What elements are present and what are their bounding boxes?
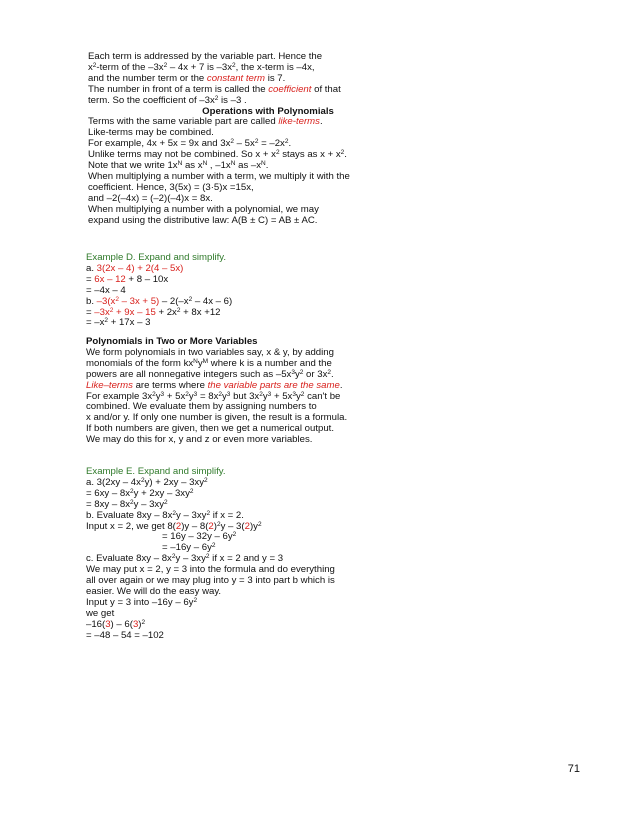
text-line: If both numbers are given, then we get a numerical output. — [86, 423, 334, 435]
text-line: Each term is addressed by the variable part. Hence the — [88, 51, 323, 62]
term-constant: constant term — [206, 72, 266, 84]
text-line: Unlike terms may not be combined. So $x + x^2$ stays as $x + x^2$. — [88, 149, 347, 161]
text-line: We form polynomials in two variables say, x & y, by adding — [86, 346, 334, 358]
text-line: x and/or y. If only one number is given, the result is a formula. — [86, 412, 348, 424]
text-line: = $-3x^2 + 9x - 15 + 2x^2 + 8x +12$ — [86, 306, 221, 318]
example-title: Example E. Expand and simplify. — [86, 466, 226, 477]
text-line: c. Evaluate $8xy - 8x^2y - 3xy^2$ if x = 2 and y = 3 — [86, 553, 284, 565]
text-line: combined. We evaluate them by assigning numbers to — [86, 401, 317, 413]
text-line: Input y = 3 into $-16y - 6y^2$ — [86, 596, 198, 608]
text-line: Note that we write $1x^N$ as $x^N$ , $-1x^N$ as $-x^N$. — [88, 160, 269, 172]
text-line: = –4x – 4 — [86, 284, 126, 296]
text-line: b. Evaluate $8xy - 8x^2y - 3xy^2$ if x = 2. — [86, 509, 244, 521]
text-line: We may do this for x, y and z or even more variables. — [86, 434, 313, 446]
text-line: = $8xy - 8x^2y - 3xy^2$ — [86, 498, 168, 510]
text-line: a. 3(2x – 4) + 2(4 – 5x) — [86, 262, 184, 274]
text-line: When multiplying a number with a polynomial, we may — [88, 203, 319, 215]
text-line: = $-16y - 6y^2$ — [162, 542, 216, 554]
text-line: = $16y - 32y - 6y^2$ — [162, 531, 237, 543]
text-line: The number in front of a term is called the coefficient of that — [88, 83, 341, 95]
text-line: powers are all nonnegative integers such as $-5x^3y^2$ or $3x^2$. — [86, 368, 334, 380]
text-line: Like-terms may be combined. — [88, 127, 214, 139]
text-line: a. $3(2xy - 4x^2y) + 2xy - 3xy^2$ — [86, 476, 208, 488]
two-variables-section — [86, 337, 556, 446]
text-line: $-16(3) - 6(3)^2$ — [86, 618, 146, 630]
text-line: term. So the coefficient of $-3x^2$ is –3 . — [88, 94, 247, 106]
text-line: and the number term or the constant term is 7. — [88, 72, 286, 84]
text-line: $x^2$-term of the $-3x^2 - 4x + 7$ is $-3x^2$, the x-term is –4x, — [88, 61, 315, 73]
text-line: Input x = 2, we get $8(2)y - 8(2)^2y - 3(2)y^2$ — [86, 520, 262, 532]
text-line: Like–terms are terms where the variable parts are the same. — [86, 379, 343, 391]
text-line: easier. We will do the easy way. — [86, 585, 222, 597]
page-number: 71 — [567, 763, 580, 775]
example-title: Example D. Expand and simplify. — [86, 252, 227, 263]
text-line: We may put x = 2, y = 3 into the formula and do everything — [86, 564, 335, 576]
operations-section — [88, 52, 558, 227]
text-line: For example, 4x + 5x = 9x and $3x^2 - 5x^2 = -2x^2$. — [88, 138, 292, 150]
term-like-terms: like-terms — [278, 116, 320, 128]
section-heading: Operations with Polynomials — [202, 105, 334, 117]
text-line: and –2(–4x) = (–2)(–4)x = 8x. — [88, 192, 213, 204]
section-heading: Polynomials in Two or More Variables — [86, 336, 258, 347]
text-line: Terms with the same variable part are called like-terms. — [88, 116, 323, 128]
text-line: = –48 – 54 = –102 — [86, 629, 164, 641]
text-line: For example $3x^2y^3 + 5x^2y^3 = 8x^2y^3$ but $3x^2y^3 + 5x^3y^2$ can't be — [86, 390, 341, 402]
text-line: monomials of the form $kx^Ny^M$ where k is a number and the — [86, 357, 332, 369]
text-line: = $-x^2 + 17x - 3$ — [86, 317, 151, 329]
text-line: expand using the distributive law: A(B ± C) = AB ± AC. — [88, 214, 318, 226]
text-line: we get — [86, 607, 115, 619]
text-line: When multiplying a number with a term, we multiply it with the — [88, 170, 350, 182]
example-e — [86, 467, 556, 642]
term-coefficient: coefficient — [268, 83, 312, 95]
text-line: = 6x – 12 + 8 – 10x — [86, 273, 169, 285]
text-line: = $6xy - 8x^2y + 2xy - 3xy^2$ — [86, 487, 194, 499]
text-line: all over again or we may plug into y = 3 into part b which is — [86, 575, 335, 587]
text-line: coefficient. Hence, 3(5x) = (3·5)x =15x, — [88, 181, 254, 193]
text-line: b. $-3(x^2 - 3x + 5) - 2(-x^2 - 4x - 6)$ — [86, 295, 233, 307]
example-d — [86, 253, 556, 329]
